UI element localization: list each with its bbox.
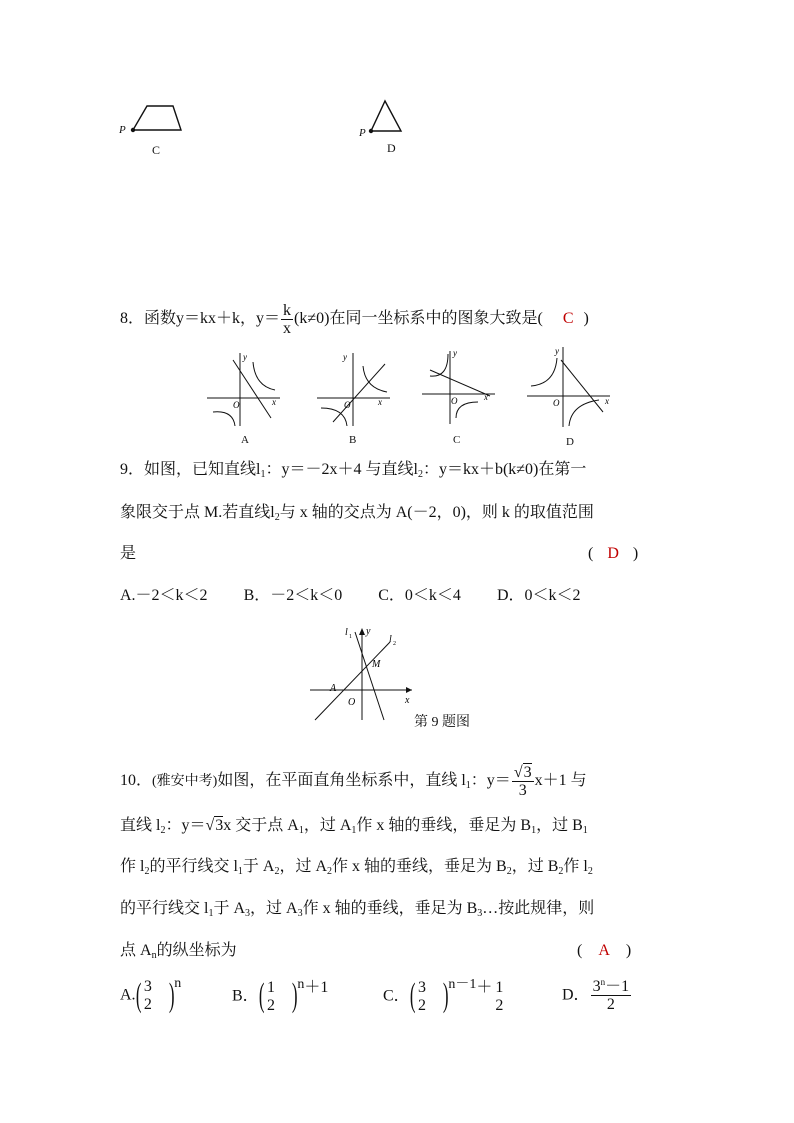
q9-answer: D — [607, 545, 619, 562]
svg-text:l: l — [345, 627, 348, 638]
q10-fraction: $\frac{√3}{3}$ — [513, 764, 532, 799]
q9-option-b: B．－2＜k＜0 — [243, 587, 343, 604]
svg-text:x: x — [272, 397, 276, 407]
triangle-shape — [371, 101, 401, 131]
q10-option-c: C．( 3 2 )$^{n-1}$＋ 1 2 — [383, 977, 504, 1015]
q8-text-after: 在同一坐标系中的图象大致是( — [329, 310, 543, 328]
svg-text:x: x — [605, 396, 609, 406]
q8-label-c: C — [453, 434, 461, 446]
svg-text:A: A — [330, 683, 337, 694]
svg-text:M: M — [372, 659, 381, 670]
q9-option-d: D．0＜k＜2 — [496, 587, 581, 604]
q8-text: 函数 — [144, 310, 177, 328]
q8-label-a: A — [241, 434, 249, 446]
point-p-label: P — [359, 127, 366, 139]
q10-option-a: A.( 3 2 )$^n$ — [120, 976, 182, 1014]
q10-option-b: B．( 1 2 )$^n$＋1 — [232, 977, 329, 1015]
q8-label-b: B — [349, 434, 357, 446]
q8-graph-a — [205, 348, 285, 428]
q9-options — [120, 586, 581, 606]
q8-graph-c — [420, 346, 500, 426]
q8-formula: y＝kx＋k，y＝ — [176, 310, 281, 328]
svg-text:l: l — [389, 634, 392, 645]
svg-text:y: y — [366, 626, 371, 637]
q10-line-5: 点 $A_n$的纵坐标为 — [120, 942, 237, 961]
q9-figure — [300, 620, 420, 725]
svg-text:2: 2 — [393, 641, 396, 647]
q8-label-d: D — [566, 436, 574, 448]
svg-text:y: y — [243, 352, 247, 362]
q9-answer-slot: ( D ) — [588, 545, 639, 562]
q9-line-1: 9．如图，已知直线$l_1$：y＝－2x＋4 与直线$l_2$：y＝kx＋b(k≠0)在第一 — [120, 461, 587, 480]
q8-condition: (k≠0) — [294, 310, 330, 328]
trapezoid-shape — [133, 106, 181, 130]
svg-text:x: x — [484, 392, 488, 402]
q10-line-3: 作 $l_2$的平行线交 $l_1$于 $A_2$，过 $A_2$作 x 轴的垂线，垂足为 $B_2$，过 $B_2$作 $l_2$ — [120, 858, 593, 877]
svg-text:y: y — [555, 346, 559, 356]
svg-text:1: 1 — [349, 634, 352, 640]
svg-text:x: x — [378, 397, 382, 407]
point-p-dot — [131, 128, 135, 132]
q8-fraction: $\frac{k}{x}$ — [283, 302, 292, 337]
q8-graph-d — [525, 342, 615, 432]
q8-number: 8． — [120, 310, 145, 328]
q10-line-4: 的平行线交 $l_1$于 $A_3$，过 $A_3$作 x 轴的垂线，垂足为 $B_3\dots$按此规律，则 — [120, 900, 595, 919]
q10-answer: A — [598, 942, 610, 959]
figure-d-label: D — [387, 141, 396, 155]
svg-text:O: O — [233, 400, 240, 410]
svg-text:O: O — [344, 400, 351, 410]
point-p-label: P — [119, 124, 126, 136]
q9-figure-caption: 第 9 题图 — [414, 715, 470, 730]
q8-graph-b — [315, 348, 395, 428]
svg-text:O: O — [451, 396, 458, 406]
q9-line-3: 是 — [120, 545, 137, 562]
q9-line-2: 象限交于点 M.若直线$l_2$与 x 轴的交点为 A(－2，0)，则 k 的取值范围 — [120, 504, 594, 523]
figure-c-label: C — [152, 143, 161, 157]
svg-text:y: y — [453, 348, 457, 358]
q9-option-c: C．0＜k＜4 — [378, 587, 461, 604]
svg-text:x: x — [405, 695, 410, 706]
q10-line-1: 10．(雅安中考)如图，在平面直角坐标系中，直线 $l_1$：y＝ $\frac{√3}{3}$ x＋1 与 — [120, 764, 587, 799]
point-p-dot — [369, 129, 373, 133]
q8-close: ) — [583, 310, 589, 328]
q10-line-2: 直线 $l_2$：y＝√3x 交于点 $A_1$，过 $A_1$作 x 轴的垂线，垂足为 $B_1$，过 $B_1$ — [120, 817, 588, 836]
svg-text:y: y — [343, 352, 347, 362]
q10-option-d: D． $\frac{3^n-1}{2}$ — [562, 977, 630, 1013]
svg-text:O: O — [348, 697, 356, 708]
q10-answer-slot: ( A ) — [577, 942, 632, 959]
question-8 — [120, 302, 589, 337]
q8-answer: C — [562, 310, 574, 328]
svg-text:O: O — [553, 398, 560, 408]
q9-option-a: A.－2＜k＜2 — [120, 587, 208, 604]
